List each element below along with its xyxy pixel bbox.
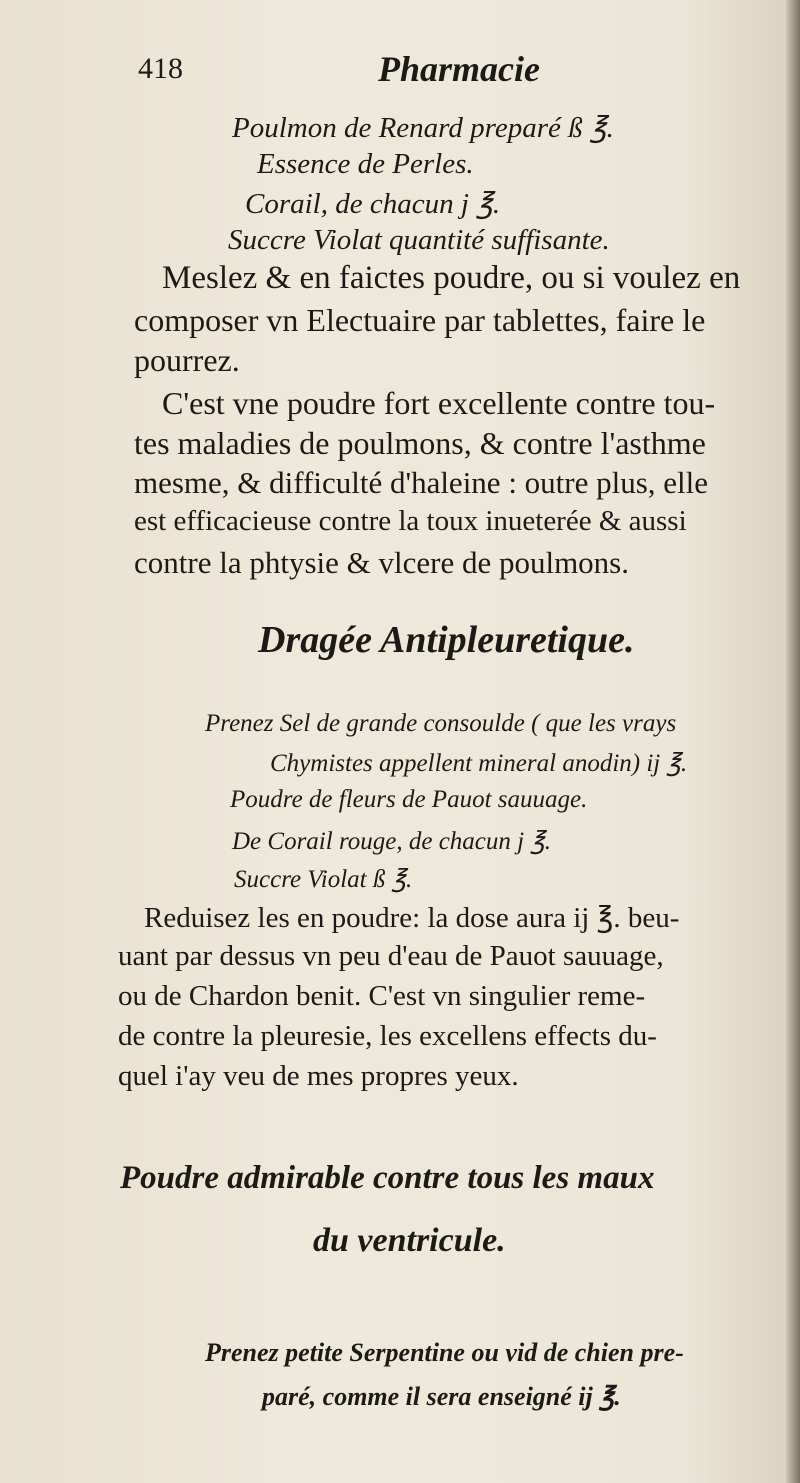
- recipe-line: Essence de Perles.: [257, 148, 474, 180]
- page-edge: [786, 0, 800, 1483]
- recipe-line: Chymistes appellent mineral anodin) ij ℥.: [270, 750, 688, 777]
- text-line: quel i'ay veu de mes propres yeux.: [118, 1060, 519, 1092]
- text-line: contre la phtysie & vlcere de poulmons.: [134, 545, 630, 580]
- text-line: de contre la pleuresie, les excellens effects du-: [118, 1020, 657, 1052]
- recipe-line: Succre Violat ß ℥.: [234, 866, 413, 893]
- heading-line: du ventricule.: [313, 1222, 506, 1259]
- recipe-line: Prenez petite Serpentine ou vid de chien pre-: [205, 1338, 684, 1367]
- text-line: C'est vne poudre fort excellente contre tou-: [162, 385, 716, 421]
- recipe-line: Prenez Sel de grande consoulde ( que les vrays: [205, 710, 677, 737]
- running-title: Pharmacie: [378, 49, 540, 89]
- recipe-line: Succre Violat quantité suffisante.: [228, 224, 610, 256]
- text-line: Reduisez les en poudre: la dose aura ij ℥. beu-: [144, 902, 680, 934]
- text-line: tes maladies de poulmons, & contre l'asthme: [134, 425, 706, 461]
- text-line: mesme, & difficulté d'haleine : outre plus, elle: [134, 465, 709, 500]
- recipe-line: Poudre de fleurs de Pauot sauuage.: [230, 786, 588, 813]
- recipe-line: paré, comme il sera enseigné ij ℥.: [262, 1382, 621, 1411]
- text-line: composer vn Electuaire par tablettes, faire le: [134, 302, 706, 338]
- page-header: [138, 48, 658, 98]
- text-line: Meslez & en faictes poudre, ou si voulez en: [162, 260, 741, 296]
- page-number: 418: [138, 52, 183, 85]
- text-line: est efficacieuse contre la toux inueterée & aussi: [134, 505, 687, 537]
- heading-line: Poudre admirable contre tous les maux: [120, 1160, 655, 1196]
- text-line: pourrez.: [134, 342, 240, 378]
- section-heading-dragee: Dragée Antipleuretique.: [258, 619, 635, 661]
- text-line: uant par dessus vn peu d'eau de Pauot sauuage,: [118, 940, 664, 972]
- recipe-line: Corail, de chacun j ℥.: [245, 188, 501, 220]
- recipe-line: Poulmon de Renard preparé ß ℥.: [232, 112, 614, 144]
- recipe-line: De Corail rouge, de chacun j ℥.: [232, 828, 552, 855]
- text-line: ou de Chardon benit. C'est vn singulier reme-: [118, 980, 646, 1012]
